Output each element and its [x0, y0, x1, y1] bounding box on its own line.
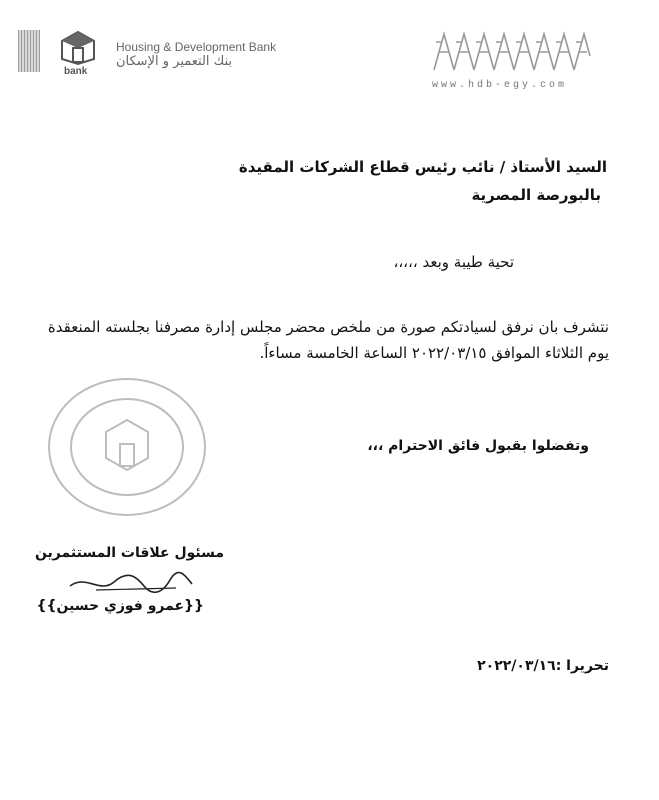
side-strip-decoration	[18, 30, 40, 72]
bank-name-english: Housing & Development Bank	[116, 40, 277, 54]
addressee-line-2: بالبورصة المصرية	[471, 186, 601, 204]
signatory-title: مسئول علاقات المستثمرين	[34, 545, 224, 561]
decorative-pattern	[432, 30, 592, 74]
bank-name-arabic: بنك التعمير و الإسكان	[116, 54, 233, 69]
body-line-1: نتشرف بان نرفق لسيادتكم صورة من ملخص محضر مجلس إدارة مصرفنا بجلسته المنعقدة	[47, 318, 609, 336]
bank-website: www.hdb-egy.com	[432, 80, 568, 91]
handwritten-signature	[66, 568, 196, 596]
issue-date: تحريرا :٢٠٢٢/٠٣/١٦	[477, 658, 609, 674]
bank-stamp	[42, 372, 212, 522]
signatory-name: {{عمرو فوزي حسين}}	[36, 598, 204, 614]
logo-word: bank	[64, 66, 88, 77]
addressee-line-1: السيد الأستاذ / نائب رئيس قطاع الشركات المقيدة	[238, 158, 607, 176]
bank-logo-icon	[60, 30, 96, 66]
body-line-2: يوم الثلاثاء الموافق ٢٠٢٢/٠٣/١٥ الساعة الخامسة مساءاً.	[259, 344, 609, 362]
closing-salutation: وتفضلوا بقبول فائق الاحترام ،،،	[367, 438, 589, 454]
greeting: تحية طيبة وبعد ،،،،،	[393, 253, 514, 271]
